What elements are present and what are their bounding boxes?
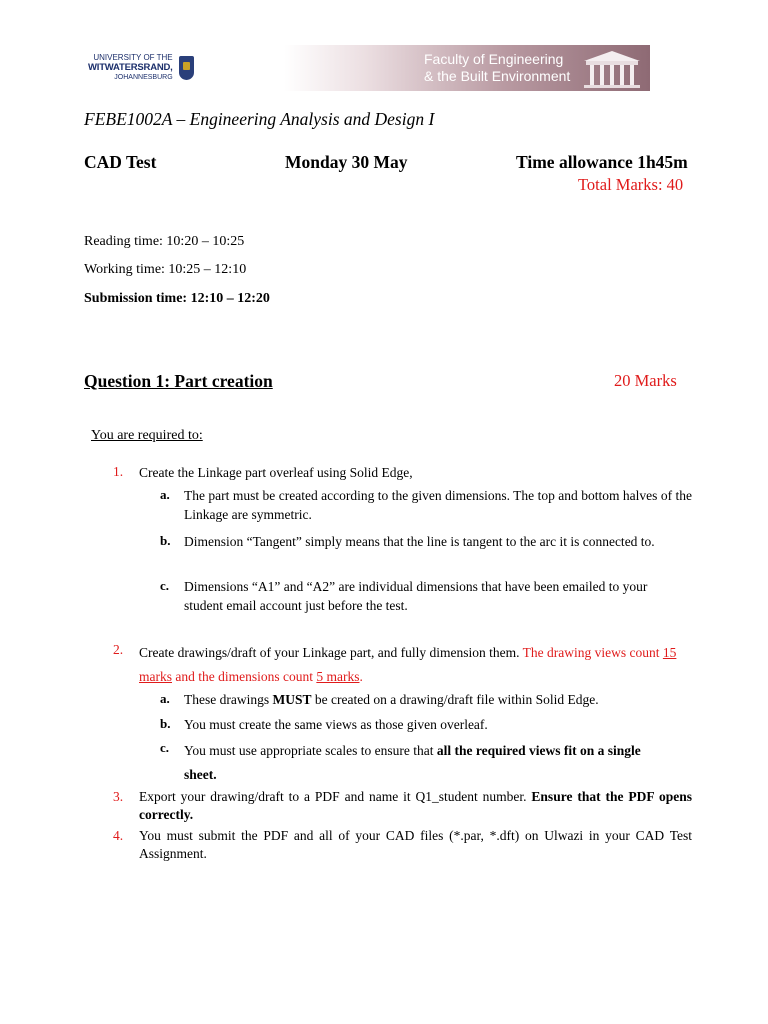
item-2a-bold: MUST xyxy=(272,692,312,707)
item-2-text-e: 5 marks xyxy=(316,669,360,684)
course-title: FEBE1002A – Engineering Analysis and Design I xyxy=(84,109,435,129)
item-2a-post: be created on a drawing/draft file within Solid Edge. xyxy=(314,692,599,707)
item-2-text-c: 15 marks xyxy=(139,645,677,684)
item-2-text-f: . xyxy=(359,669,363,684)
working-time: Working time: 10:25 – 12:10 xyxy=(84,262,247,277)
item-2b-letter: b. xyxy=(160,716,171,731)
item-2c-pre: You must use appropriate scales to ensure that xyxy=(184,743,434,758)
item-1b-text: Dimension “Tangent” simply means that the line is tangent to the arc it is connected to. xyxy=(184,534,655,549)
logo-text xyxy=(88,53,173,83)
item-2-text xyxy=(139,641,679,689)
submission-time: Submission time: 12:10 – 12:20 xyxy=(84,291,270,306)
question-marks: 20 Marks xyxy=(614,371,677,390)
item-2a-text xyxy=(184,690,692,709)
item-3-text-main: Export your drawing/draft to a PDF and name it Q1_student number. xyxy=(139,789,527,804)
item-2-text-b: The drawing views count xyxy=(522,645,660,660)
item-2a-letter: a. xyxy=(160,691,170,706)
building-icon xyxy=(580,49,644,89)
faculty-line-1: Faculty of Engineering xyxy=(424,51,564,67)
item-1c-letter: c. xyxy=(160,578,170,593)
crest-icon xyxy=(179,56,194,80)
item-3-text xyxy=(139,788,692,824)
logo-line-3: JOHANNESBURG xyxy=(114,74,173,81)
item-2-text-d: and the dimensions count xyxy=(175,669,313,684)
header-banner xyxy=(84,45,650,91)
logo-line-2: WITWATERSRAND, xyxy=(88,62,173,73)
item-3-number: 3. xyxy=(113,789,124,804)
item-1-text: Create the Linkage part overleaf using Solid Edge, xyxy=(139,465,413,480)
item-1-number: 1. xyxy=(113,464,124,479)
item-1b-letter: b. xyxy=(160,533,171,548)
item-2c-bold-1: all the required views fit on a single xyxy=(436,743,641,758)
item-2c-letter: c. xyxy=(160,740,170,755)
item-4-number: 4. xyxy=(113,828,124,843)
item-2a-pre: These drawings xyxy=(184,692,270,707)
question-title: Question 1: Part creation xyxy=(84,371,273,391)
item-2c-text xyxy=(184,739,692,787)
item-1a-letter: a. xyxy=(160,487,170,502)
test-date: Monday 30 May xyxy=(285,152,408,172)
test-name: CAD Test xyxy=(84,152,157,172)
item-2b-text: You must create the same views as those given overleaf. xyxy=(184,717,488,732)
faculty-band xyxy=(284,45,650,91)
faculty-line-2: & the Built Environment xyxy=(424,68,571,84)
item-2c-bold-2: sheet. xyxy=(184,767,217,782)
faculty-name xyxy=(424,51,570,85)
item-2-text-a: Create drawings/draft of your Linkage part, and fully dimension them. xyxy=(139,645,520,660)
intro-text: You are required to: xyxy=(91,428,203,443)
item-1c-text: Dimensions “A1” and “A2” are individual dimensions that have been emailed to your student email account just before the test. xyxy=(184,579,648,613)
item-3-text-bold: Ensure that the PDF opens correctly. xyxy=(139,789,693,822)
logo-line-1: UNIVERSITY OF THE xyxy=(93,53,173,62)
item-1a-text: The part must be created according to the given dimensions. The top and bottom halves of the Linkage are symmetric. xyxy=(184,488,692,522)
reading-time: Reading time: 10:20 – 10:25 xyxy=(84,234,245,249)
time-allowance: Time allowance 1h45m xyxy=(516,152,688,172)
item-4-text: You must submit the PDF and all of your CAD files (*.par, *.dft) on Ulwazi in your CAD Test Assignment. xyxy=(139,828,692,861)
item-2-number: 2. xyxy=(113,642,124,657)
university-logo xyxy=(84,45,284,91)
total-marks: Total Marks: 40 xyxy=(578,175,684,194)
